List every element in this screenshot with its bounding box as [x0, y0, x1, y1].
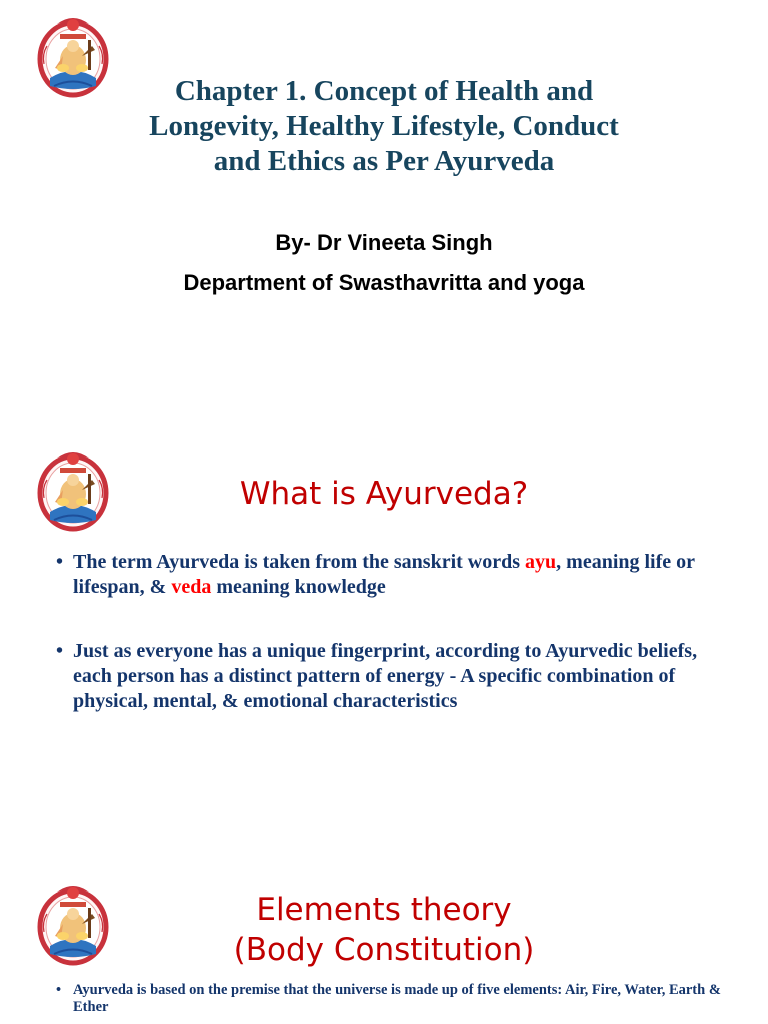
heading-line: Elements theory [256, 892, 512, 928]
slide-heading [0, 890, 768, 970]
title-line: Chapter 1. Concept of Health and [174, 75, 594, 107]
what-is-ayurveda-slide [0, 432, 768, 864]
author-line: By- Dr Vineeta Singh [275, 230, 493, 255]
bullet-item: • Ayurveda is based on the premise that the universe is made up of five elements: Air, Fire, Water, Earth & Ether [56, 982, 726, 1016]
slide-title [60, 74, 708, 179]
heading-line: (Body Constitution) [233, 932, 535, 968]
highlight-term: ayu [525, 551, 557, 573]
title-line: Longevity, Healthy Lifestyle, Conduct [149, 110, 619, 142]
title-line: and Ethics as Per Ayurveda [213, 145, 555, 177]
bullet-list [56, 550, 726, 714]
bullet-text: Just as everyone has a unique fingerprint, according to Ayurvedic beliefs, each person has a distinct pattern of energy - A specific combination of physical, mental, & emotional characteristics [73, 640, 698, 712]
bullet-list [56, 982, 726, 1016]
department-line: Department of Swasthavritta and yoga [183, 270, 585, 295]
bullet-text: meaning knowledge [211, 576, 386, 598]
bullet-item [56, 639, 726, 714]
highlight-term: veda [171, 576, 212, 598]
elements-theory-slide [0, 864, 768, 1024]
slide-heading: What is Ayurveda? [239, 476, 529, 512]
bullet-text: The term Ayurveda is taken from the sanskrit words [73, 551, 526, 573]
bullet-item [56, 550, 726, 600]
bullet-text: , meaning life or lifespan, & [73, 551, 695, 598]
title-slide [0, 0, 768, 432]
